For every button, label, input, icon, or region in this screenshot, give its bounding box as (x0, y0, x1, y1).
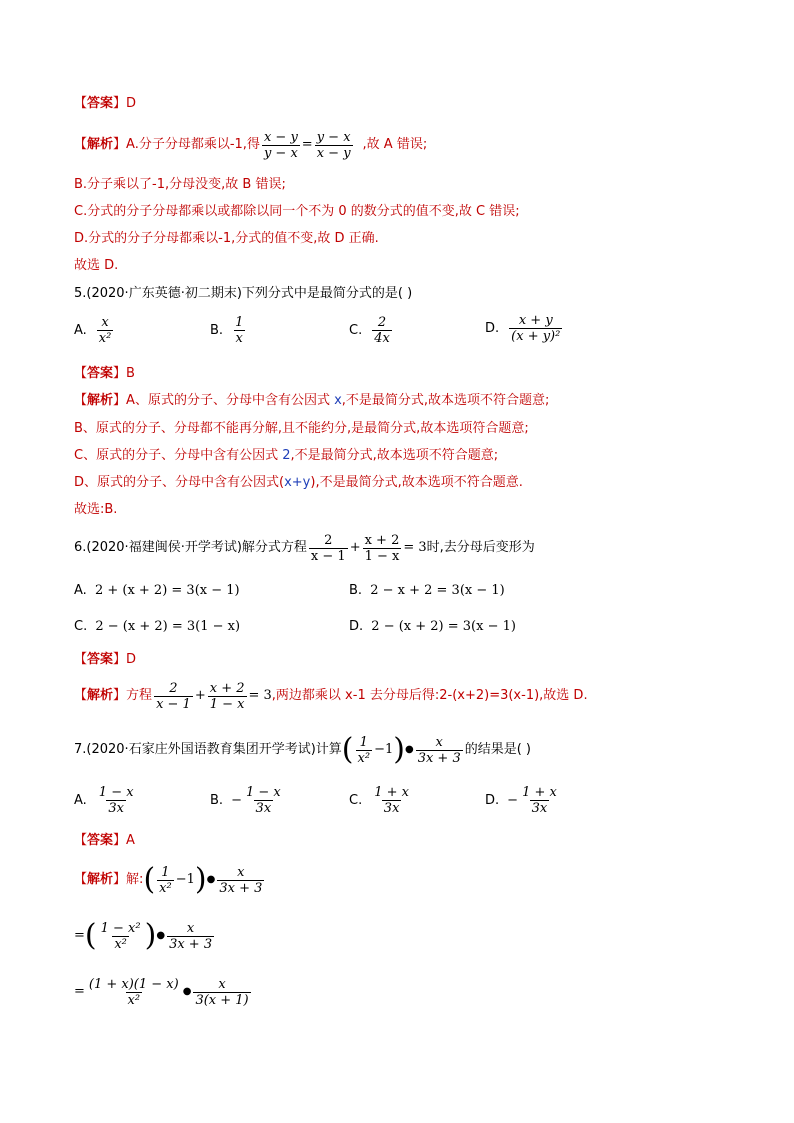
q6-answer-value: D (126, 652, 137, 667)
q4-analysis-d: D.分式的分子分母都乘以-1,分式的值不变,故 D 正确. (74, 231, 379, 246)
q4-analysis-b: B.分子乘以了-1,分母没变,故 B 错误; (74, 177, 286, 192)
q5-stem: 5.(2020·广东英德·初二期末)下列分式中是最简分式的是( ) (74, 286, 413, 301)
q5-analysis-d: D、原式的分子、分母中含有公因式(x+y),不是最简分式,故本选项不符合题意. (74, 475, 523, 490)
q7-answer-value: A (126, 833, 135, 848)
q7-stem: 7. (2020·石家庄外国语教育集团开学考试) 计算 ( $\frac{1}{\text{x²}}$ −1 ) ● $\frac{x}{3x + 3}$ 的结果是( ) (74, 732, 531, 767)
q7-option-d: D. − $\frac{1 + x}{3x}$ (485, 785, 557, 816)
q5-answer-line: 【答案】B (74, 366, 135, 381)
q7-analysis-step3: = $\frac{(1 + x)(1 - x)}{\text{x²}}$ ● $\frac{x}{3(x + 1)}$ (74, 976, 249, 1008)
q5-option-b: B. $\frac{1}{x}$ (210, 315, 244, 346)
q6-answer-line: 【答案】D (74, 652, 137, 667)
q5-option-a: A. $\frac{x}{\text{x²}}$ (74, 315, 112, 346)
q6-option-a: A. 2 + (x + 2) = 3(x − 1) (74, 583, 240, 598)
q5-conclusion: 故选:B. (74, 502, 118, 517)
q7-analysis-step2: = ( $\frac{\text{1 − x²}}{\text{x²}}$ ) ● $\frac{x}{3x + 3}$ (74, 918, 213, 953)
q4-answer-value: D (126, 96, 137, 111)
q4-conclusion: 故选 D. (74, 258, 119, 273)
q5-option-d: D. $\frac{x + y}{\text{(x + y)²}}$ (485, 313, 561, 344)
multiply-dot-icon: ● (182, 986, 192, 997)
q4-frac-left: $\frac{x - y}{y - x}$ (263, 129, 298, 161)
multiply-dot-icon: ● (404, 744, 414, 755)
answer-label: 答案 (87, 96, 114, 111)
q7-source: (2020·石家庄外国语教育集团开学考试) (86, 742, 316, 757)
q7-analysis-step1: 【 解析 】 解: ( $\frac{1}{\text{x²}}$ −1 ) ● $\frac{x}{3x + 3}$ (74, 862, 263, 897)
q7-option-a: A. $\frac{1 - x}{3x}$ (74, 785, 134, 816)
q5-analysis-b: B、原式的分子、分母都不能再分解,且不能约分,是最简分式,故本选项符合题意; (74, 421, 529, 436)
q4-analysis-a: 【 解析 】 A.分子分母都乘以-1,得 $\frac{x - y}{y - x}$ = $\frac{y - x}{x - y}$ ,故 A 错误; (74, 129, 428, 161)
q5-option-c: C. $\frac{2}{4x}$ (349, 315, 390, 346)
q5-answer-value: B (126, 366, 135, 381)
q4-answer-line: 【答案】D (74, 96, 137, 111)
q6-analysis: 【 解析 】 方程 $\frac{2}{x - 1}$ + $\frac{x + 2}{1 - x}$ = 3 ,两边都乘以 x-1 去分母后得: 2-(x+2)=3(x-1) ,故选 D. (74, 680, 588, 712)
q7-option-b: B. − $\frac{1 - x}{3x}$ (210, 785, 281, 816)
q5-source: (2020·广东英德·初二期末) (86, 286, 242, 301)
q5-analysis-a: 【解析】A、原式的分子、分母中含有公因式 x,不是最简分式,故本选项不符合题意; (74, 393, 550, 408)
analysis-label: 解析 (87, 137, 114, 152)
q5-analysis-c: C、原式的分子、分母中含有公因式 2,不是最简分式,故本选项不符合题意; (74, 448, 499, 463)
multiply-dot-icon: ● (156, 930, 166, 941)
q6-source: (2020·福建闽侯·开学考试) (86, 540, 242, 555)
q6-option-b: B. 2 − x + 2 = 3(x − 1) (349, 583, 505, 598)
q6-option-c: C. 2 − (x + 2) = 3(1 − x) (74, 619, 241, 634)
q4-analysis-c: C.分式的分子分母都乘以或都除以同一个不为 0 的数分式的值不变,故 C 错误; (74, 204, 520, 219)
q7-option-c: C. $\frac{1 + x}{3x}$ (349, 785, 409, 816)
q4-frac-right: $\frac{y - x}{x - y}$ (316, 129, 351, 161)
q6-stem: 6. (2020·福建闽侯·开学考试) 解分式方程 $\frac{2}{x - 1}$ + $\frac{x + 2}{1 - x}$ = 3 时,去分母后变形为 (74, 532, 535, 564)
q7-answer-line: 【答案】A (74, 833, 135, 848)
q6-option-d: D. 2 − (x + 2) = 3(x − 1) (349, 619, 516, 634)
multiply-dot-icon: ● (206, 874, 216, 885)
